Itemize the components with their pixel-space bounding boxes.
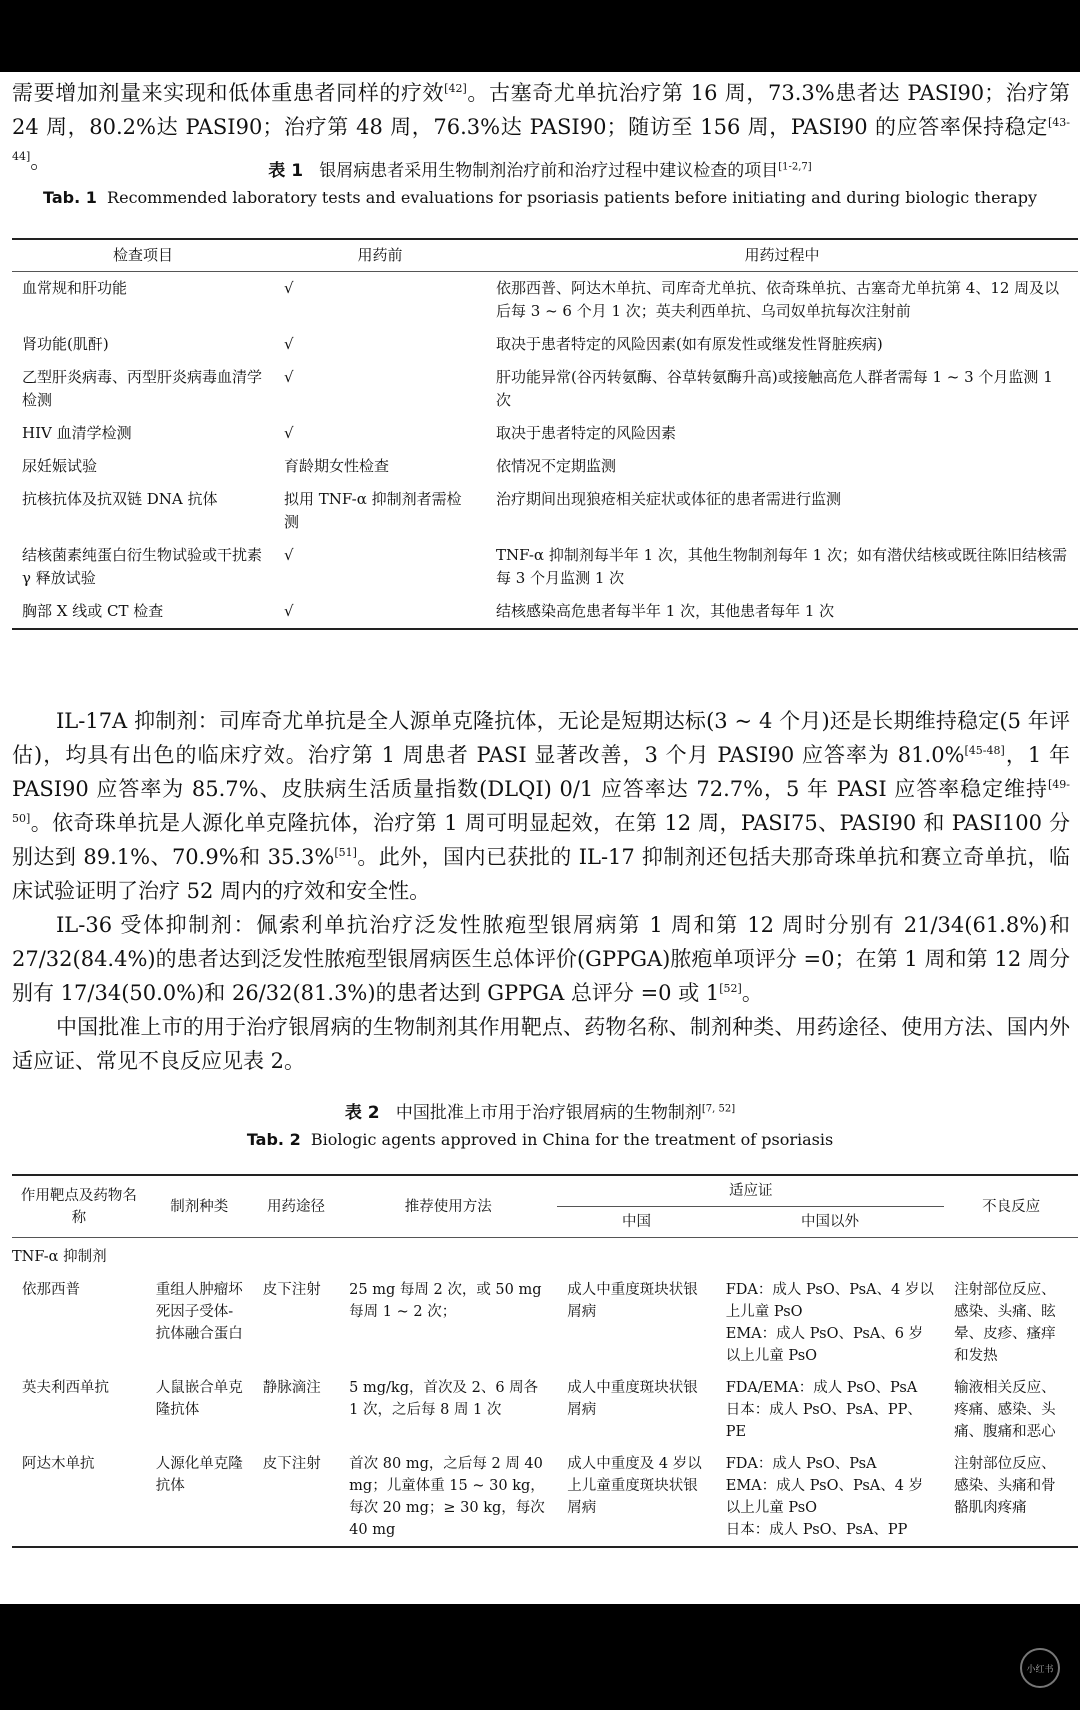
table2-caption: 表 2 中国批准上市用于治疗银屑病的生物制剂[7, 52] <box>344 1103 736 1123</box>
table-row: HIV 血清学检测 √ 取决于患者特定的风险因素 <box>22 424 677 442</box>
table-row: 阿达木单抗 人源化单克隆抗体 皮下注射 首次 80 mg，之后每 2 周 40 mg；儿童体重 15 ~ 30 kg，每次 20 mg；≥ 30 kg，每次 40 mg 成人中重度及 4 岁以上儿童重度斑块状银屑病 FDA：成人 PsO、PsA EMA：成人 PsO、PsA、4 岁以上儿童 PsO 日本：成人 PsO、PsA、PP 注射部位反应、感染、头痛和骨骼肌肉疼痛 <box>22 1456 1056 1538</box>
table1-caption: 表 1 银屑病患者采用生物制剂治疗前和治疗过程中建议检查的项目[1-2,7] <box>268 161 812 181</box>
citation: [51] <box>334 846 357 859</box>
citation: [49-50] <box>12 778 1070 825</box>
column-header: 适应证 <box>728 1183 773 1199</box>
paragraph-il36: IL-36 受体抑制剂：佩索利单抗治疗泛发性脓疱型银屑病第 1 周和第 12 周时分别有 21/34(61.8%)和 27/32(84.4%)的患者达到泛发性脓疱型银屑病医生总体评价(GPPGA)脓疱单项评分 =0；在第 1 周和第 12 周分别有 17/34(50.0%)和 26/32(81.3%)的患者达到 GPPGA 总评分 =0 或 1[52]。 <box>12 913 1070 1005</box>
column-header: 检查项目 <box>12 239 274 272</box>
table1-header <box>12 239 1078 272</box>
column-header: 中国 <box>557 1207 715 1238</box>
column-header: 用药途径 <box>266 1198 325 1215</box>
document-page <box>0 72 1080 1604</box>
column-header: 不良反应 <box>982 1198 1041 1215</box>
table-row: 结核菌素纯蛋白衍生物试验或干扰素 γ 释放试验 √ TNF-α 抑制剂每半年 1 次，其他生物制剂每年 1 次；如有潜伏结核或既往陈旧结核需每 3 个月监测 1 次 <box>22 546 1067 587</box>
paragraph-china: 中国批准上市的用于治疗银屑病的生物制剂其作用靶点、药物名称、制剂种类、用药途径、使用方法、国内外适应证、常见不良反应见表 2。 <box>12 1015 1070 1073</box>
column-header: 制剂种类 <box>170 1198 229 1215</box>
table1 <box>12 238 1078 630</box>
table-row: 依那西普 重组人肿瘤坏死因子受体-抗体融合蛋白 皮下注射 25 mg 每周 2 次，或 50 mg 每周 1 ~ 2 次； 成人中重度斑块状银屑病 FDA：成人 PsO、PsA、4 岁以上儿童 PsO EMA：成人 PsO、PsA、6 岁以上儿童 PsO 注射部位反应、感染、头痛、眩晕、皮疹、瘙痒和发热 <box>22 1282 1056 1364</box>
table-row: 抗核抗体及抗双链 DNA 抗体 拟用 TNF-α 抑制剂者需检测 治疗期间出现狼疮相关症状或体征的患者需进行监测 <box>22 490 842 531</box>
paragraph-il17: IL-17A 抑制剂：司库奇尤单抗是全人源单克隆抗体，无论是短期达标(3 ~ 4 个月)还是长期维持稳定(5 年评估)，均具有出色的临床疗效。治疗第 1 周患者 PASI 显著改善，3 个月 PASI90 应答率为 81.0%[45-48]，1 年PASI90 应答率为 85.7%、皮肤病生活质量指数(DLQI) 0/1 应答率达 72.7%，5 年 PASI 应答率稳定维持[49-50]。依奇珠单抗是人源化单克隆抗体，治疗第 1 周可明显起效，在第 12 周，PASI75、PASI90 和 PASI100 分别达到 89.1%、70.9%和 35.3%[51]。此外，国内已获批的 IL-17 抑制剂还包括夫那奇珠单抗和赛立奇单抗，临床试验证明了治疗 52 周内的疗效和安全性。 <box>12 709 1070 903</box>
table2 <box>12 1174 1078 1548</box>
watermark-logo: 小红书 <box>1020 1648 1060 1688</box>
table-row: 英夫利西单抗 人鼠嵌合单克隆抗体 静脉滴注 5 mg/kg，首次及 2、6 周各 1 次，之后每 8 周 1 次 成人中重度斑块状银屑病 FDA/EMA：成人 PsO、PsA 日本：成人 PsO、PsA、PP、PE 输液相关反应、疼痛、感染、头痛、腹痛和恶心 <box>22 1380 1056 1440</box>
table-row: 乙型肝炎病毒、丙型肝炎病毒血清学检测 √ 肝功能异常(谷丙转氨酶、谷草转氨酶升高)或接触高危人群者需每 1 ~ 3 个月监测 1 次 <box>22 368 1053 409</box>
table-row: 尿妊娠试验 育龄期女性检查 依情况不定期监测 <box>22 457 617 475</box>
column-header: 用药前 <box>274 239 486 272</box>
table-row: 胸部 X 线或 CT 检查 √ 结核感染高危患者每半年 1 次，其他患者每年 1 次 <box>22 602 835 620</box>
citation: [43-44] <box>12 116 1070 163</box>
citation: [52] <box>719 982 742 995</box>
citation: [45-48] <box>964 744 1005 757</box>
section-row: TNF-α 抑制剂 <box>12 1249 107 1265</box>
column-header: 用药过程中 <box>486 239 1078 272</box>
column-header: 作用靶点及药物名称 <box>20 1187 137 1226</box>
table2-caption-en: Tab. 2 Biologic agents approved in China for the treatment of psoriasis <box>246 1130 834 1149</box>
column-header: 推荐使用方法 <box>404 1198 492 1215</box>
table1-caption-en: Tab. 1 Recommended laboratory tests and evaluations for psoriasis patients before initiating and during biologic therapy <box>42 188 1038 207</box>
citation: [42] <box>444 82 467 95</box>
table-row: 肾功能(肌酐) √ 取决于患者特定的风险因素(如有原发性或继发性肾脏疾病) <box>22 335 883 353</box>
table-row: 血常规和肝功能 √ 依那西普、阿达木单抗、司库奇尤单抗、依奇珠单抗、古塞奇尤单抗第 4、12 周及以后每 3 ~ 6 个月 1 次；英夫利西单抗、乌司奴单抗每次注射前 <box>22 279 1060 320</box>
column-header: 中国以外 <box>716 1207 944 1238</box>
top-paragraph: 需要增加剂量来实现和低体重患者同样的疗效[42]。古塞奇尤单抗治疗第 16 周，73.3%患者达 PASI90；治疗第 24 周，80.2%达 PASI90；治疗第 48 周，76.3%达 PASI90；随访至 156 周，PASI90 的应答率保持稳定[43-44]。 <box>12 81 1070 173</box>
